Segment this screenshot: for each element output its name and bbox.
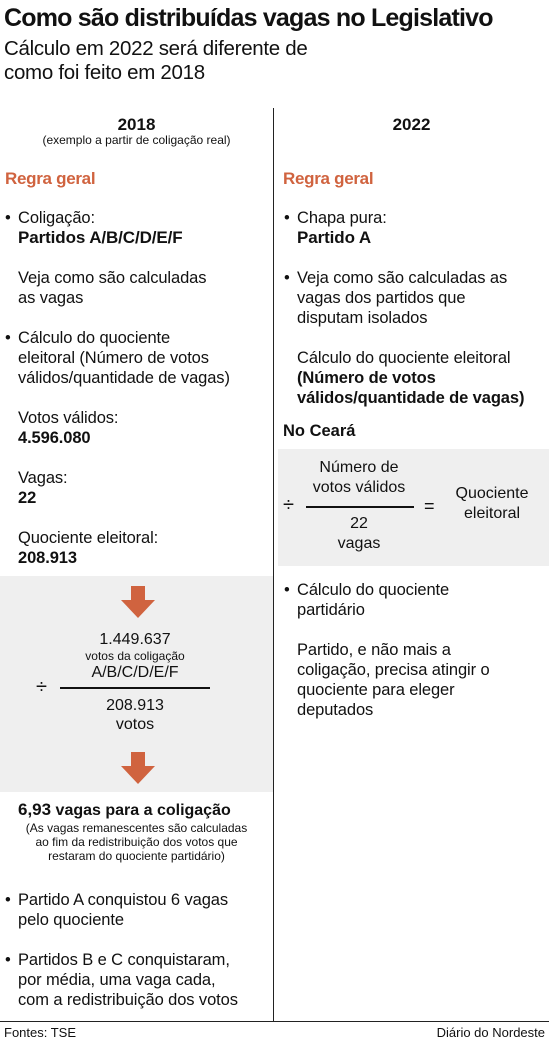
column-divider bbox=[273, 108, 274, 1022]
rule-heading-2018: Regra geral bbox=[5, 169, 96, 188]
fraction-bar bbox=[306, 506, 414, 508]
arrow-down-icon bbox=[121, 752, 155, 784]
rule-heading-2022: Regra geral bbox=[283, 169, 374, 188]
valid-votes: Votos válidos: 4.596.080 bbox=[18, 409, 119, 447]
publisher-label: Diário do Nordeste bbox=[436, 1025, 545, 1040]
state-label: No Ceará bbox=[283, 422, 356, 440]
fraction-bar bbox=[60, 687, 210, 689]
divide-icon: ÷ bbox=[36, 676, 47, 698]
year-2018-note: (exemplo a partir de coligação real) bbox=[42, 133, 231, 147]
arrow-down-icon bbox=[121, 586, 155, 618]
coalition-result: 6,93 vagas para a coligação bbox=[18, 800, 231, 819]
bullet-icon: • bbox=[5, 951, 11, 969]
electoral-quotient: Quociente eleitoral: 208.913 bbox=[18, 529, 159, 567]
coalition-numerator: 1.449.637 votos da coligação A/B/C/D/E/F bbox=[85, 631, 185, 681]
bullet-icon: • bbox=[284, 581, 290, 599]
bullet-icon: • bbox=[5, 891, 11, 909]
outcome-parties-bc: • Partidos B e C conquistaram, por média, uma vaga cada, com a redistribuição dos votos bbox=[5, 951, 238, 1009]
year-2022-heading: 2022 bbox=[392, 115, 431, 134]
remaining-seats-note: (As vagas remanescentes são calculadas ao fim da redistribuição dos votos que restaram do quociente partidário) bbox=[25, 821, 248, 863]
slate-block: • Chapa pura: Partido A bbox=[284, 209, 387, 247]
outcome-party-a: • Partido A conquistou 6 vagas pelo quociente bbox=[5, 891, 229, 929]
quotient-definition-2022: Cálculo do quociente eleitoral (Número de votos válidos/quantidade de vagas) bbox=[297, 349, 525, 407]
bullet-icon: • bbox=[284, 269, 290, 287]
source-label: Fontes: TSE bbox=[4, 1025, 77, 1040]
bullet-icon: • bbox=[5, 209, 11, 227]
footer-divider bbox=[0, 1021, 549, 1022]
quotient-numerator: Número de votos válidos bbox=[312, 459, 406, 496]
equals-sign: = bbox=[424, 496, 435, 516]
divide-icon: ÷ bbox=[283, 494, 294, 516]
quotient-denominator: 22 vagas bbox=[337, 515, 381, 552]
seats: Vagas: 22 bbox=[18, 469, 68, 507]
quotient-definition: • Cálculo do quociente eleitoral (Número de votos válidos/quantidade de vagas) bbox=[5, 329, 230, 387]
year-2018-heading: 2018 bbox=[117, 115, 156, 134]
party-rule-text: Partido, e não mais a coligação, precisa atingir o quociente para eleger deputados bbox=[297, 641, 490, 719]
bullet-icon: • bbox=[5, 329, 11, 347]
coalition-denominator: 208.913 votos bbox=[106, 697, 164, 733]
coalition-block: • Coligação: Partidos A/B/C/D/E/F bbox=[5, 209, 183, 247]
page-subtitle: Cálculo em 2022 será diferente de como foi feito em 2018 bbox=[4, 37, 308, 84]
page-title: Como são distribuídas vagas no Legislativo bbox=[4, 4, 493, 32]
party-quotient-block: • Cálculo do quociente partidário bbox=[284, 581, 450, 619]
quotient-result: Quociente eleitoral bbox=[455, 485, 529, 522]
see-calc-text: Veja como são calculadas as vagas bbox=[18, 269, 207, 307]
bullet-icon: • bbox=[284, 209, 290, 227]
isolated-parties-text: • Veja como são calculadas as vagas dos partidos que disputam isolados bbox=[284, 269, 508, 327]
